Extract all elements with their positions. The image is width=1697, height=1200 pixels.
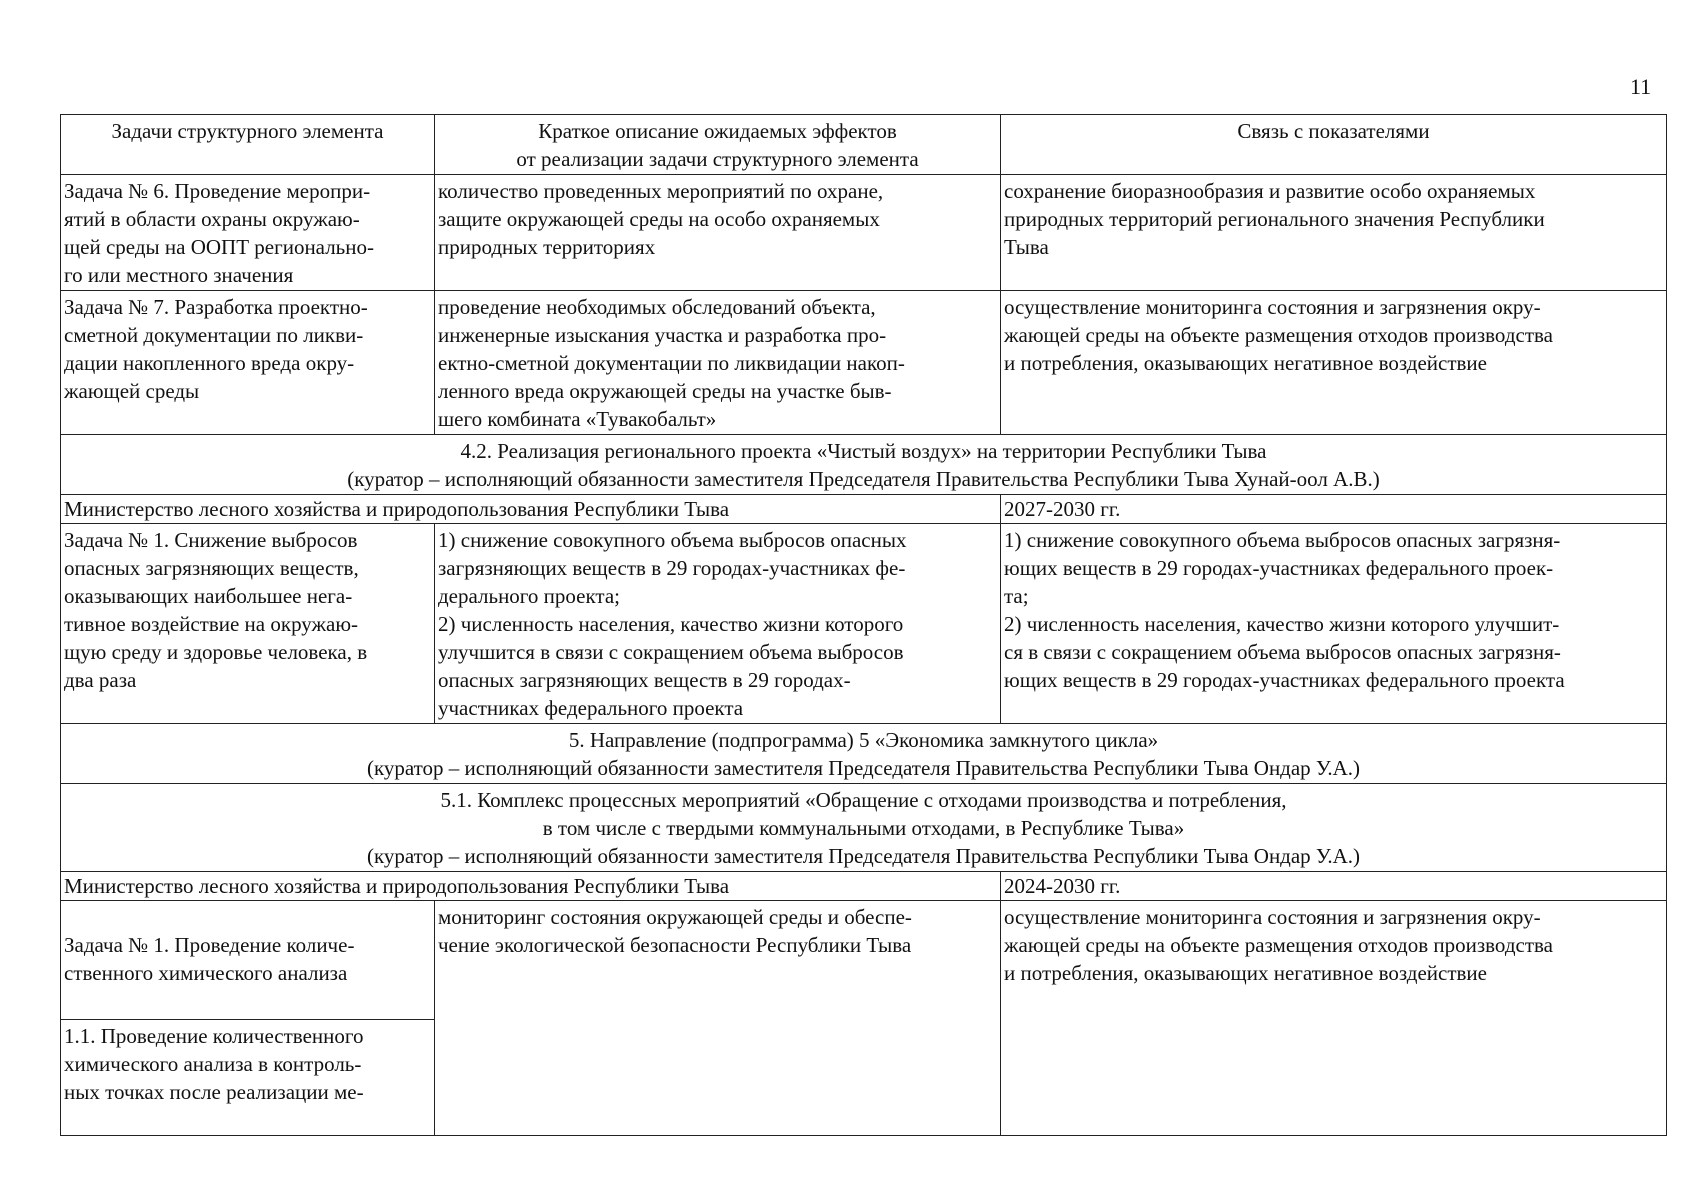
- ministry-row: [61, 872, 1667, 901]
- period-cell: 2027-2030 гг.: [1001, 495, 1667, 524]
- table-row: [61, 291, 1667, 435]
- effect-cell: 1) снижение совокупного объема выбросов опасных загрязняющих веществ в 29 городах-участниках фе- дерального проекта; 2) численность населения, качество жизни которого улучшится в связи с сокращением объема выбросов опасных загрязняющих веществ в 29 городах- участниках федерального проекта: [435, 524, 1001, 724]
- indicator-cell: сохранение биоразнообразия и развитие особо охраняемых природных территорий регионального значения Республики Тыва: [1001, 175, 1667, 291]
- task-text: Задача № 1. Проведение количе- ственного химического анализа: [64, 933, 355, 985]
- indicator-cell: осуществление мониторинга состояния и загрязнения окру- жающей среды на объекте размещения отходов производства и потребления, оказывающих негативное воздействие: [1001, 901, 1667, 1136]
- table-row: [61, 524, 1667, 724]
- task-cell: [61, 901, 435, 1136]
- page-number: 11: [1630, 74, 1652, 99]
- ministry-name: Министерство лесного хозяйства и природопользования Республики Тыва: [61, 495, 1001, 524]
- table-header-row: [61, 115, 1667, 175]
- header-effects: Краткое описание ожидаемых эффектов от реализации задачи структурного элемента: [435, 115, 1001, 175]
- indicator-cell: 1) снижение совокупного объема выбросов опасных загрязня- ющих веществ в 29 городах-участниках федерального проек- та; 2) численность населения, качество жизни которого улучшит- ся в связи с сокращением объема выбросов опасных загрязня- ющих веществ в 29 городах-участниках федерального проекта: [1001, 524, 1667, 724]
- section-heading-5-1: 5.1. Комплекс процессных мероприятий «Обращение с отходами производства и потребления, в том числе с твердыми коммунальными отходами, в Республике Тыва» (куратор – исполняющий обязанности заместителя Председателя Правительства Республики Тыва Ондар У.А.): [61, 784, 1667, 872]
- subtask-text: 1.1. Проведение количественного химического анализа в контроль- ных точках после реализации ме-: [61, 1019, 434, 1106]
- table-row: [61, 175, 1667, 291]
- header-indicators: Связь с показателями: [1001, 115, 1667, 175]
- header-tasks: Задачи структурного элемента: [61, 115, 435, 175]
- section-heading-4-2: 4.2. Реализация регионального проекта «Чистый воздух» на территории Республики Тыва (куратор – исполняющий обязанности заместителя Председателя Правительства Республики Тыва Хунай-оол А.В.): [61, 435, 1667, 495]
- task-cell: Задача № 7. Разработка проектно- сметной документации по ликви- дации накопленного вреда окру- жающей среды: [61, 291, 435, 435]
- section-row: [61, 724, 1667, 784]
- effect-cell: проведение необходимых обследований объекта, инженерные изыскания участка и разработка про- ектно-сметной документации по ликвидации накоп- ленного вреда окружающей среды на участке быв- шего комбината «Тувакобальт»: [435, 291, 1001, 435]
- section-heading-5: 5. Направление (подпрограмма) 5 «Экономика замкнутого цикла» (куратор – исполняющий обязанности заместителя Председателя Правительства Республики Тыва Ондар У.А.): [61, 724, 1667, 784]
- table-row: [61, 901, 1667, 1136]
- period-cell: 2024-2030 гг.: [1001, 872, 1667, 901]
- ministry-row: [61, 495, 1667, 524]
- section-row: [61, 435, 1667, 495]
- task-cell: Задача № 1. Снижение выбросов опасных загрязняющих веществ, оказывающих наибольшее нега- тивное воздействие на окружаю- щую среду и здоровье человека, в два раза: [61, 524, 435, 724]
- effect-cell: мониторинг состояния окружающей среды и обеспе- чение экологической безопасности Республики Тыва: [435, 901, 1001, 1136]
- tasks-table: [60, 114, 1667, 1136]
- section-row: [61, 784, 1667, 872]
- indicator-cell: осуществление мониторинга состояния и загрязнения окру- жающей среды на объекте размещения отходов производства и потребления, оказывающих негативное воздействие: [1001, 291, 1667, 435]
- effect-cell: количество проведенных мероприятий по охране, защите окружающей среды на особо охраняемых природных территориях: [435, 175, 1001, 291]
- task-cell: Задача № 6. Проведение меропри- ятий в области охраны окружаю- щей среды на ООПТ регионально- го или местного значения: [61, 175, 435, 291]
- ministry-name: Министерство лесного хозяйства и природопользования Республики Тыва: [61, 872, 1001, 901]
